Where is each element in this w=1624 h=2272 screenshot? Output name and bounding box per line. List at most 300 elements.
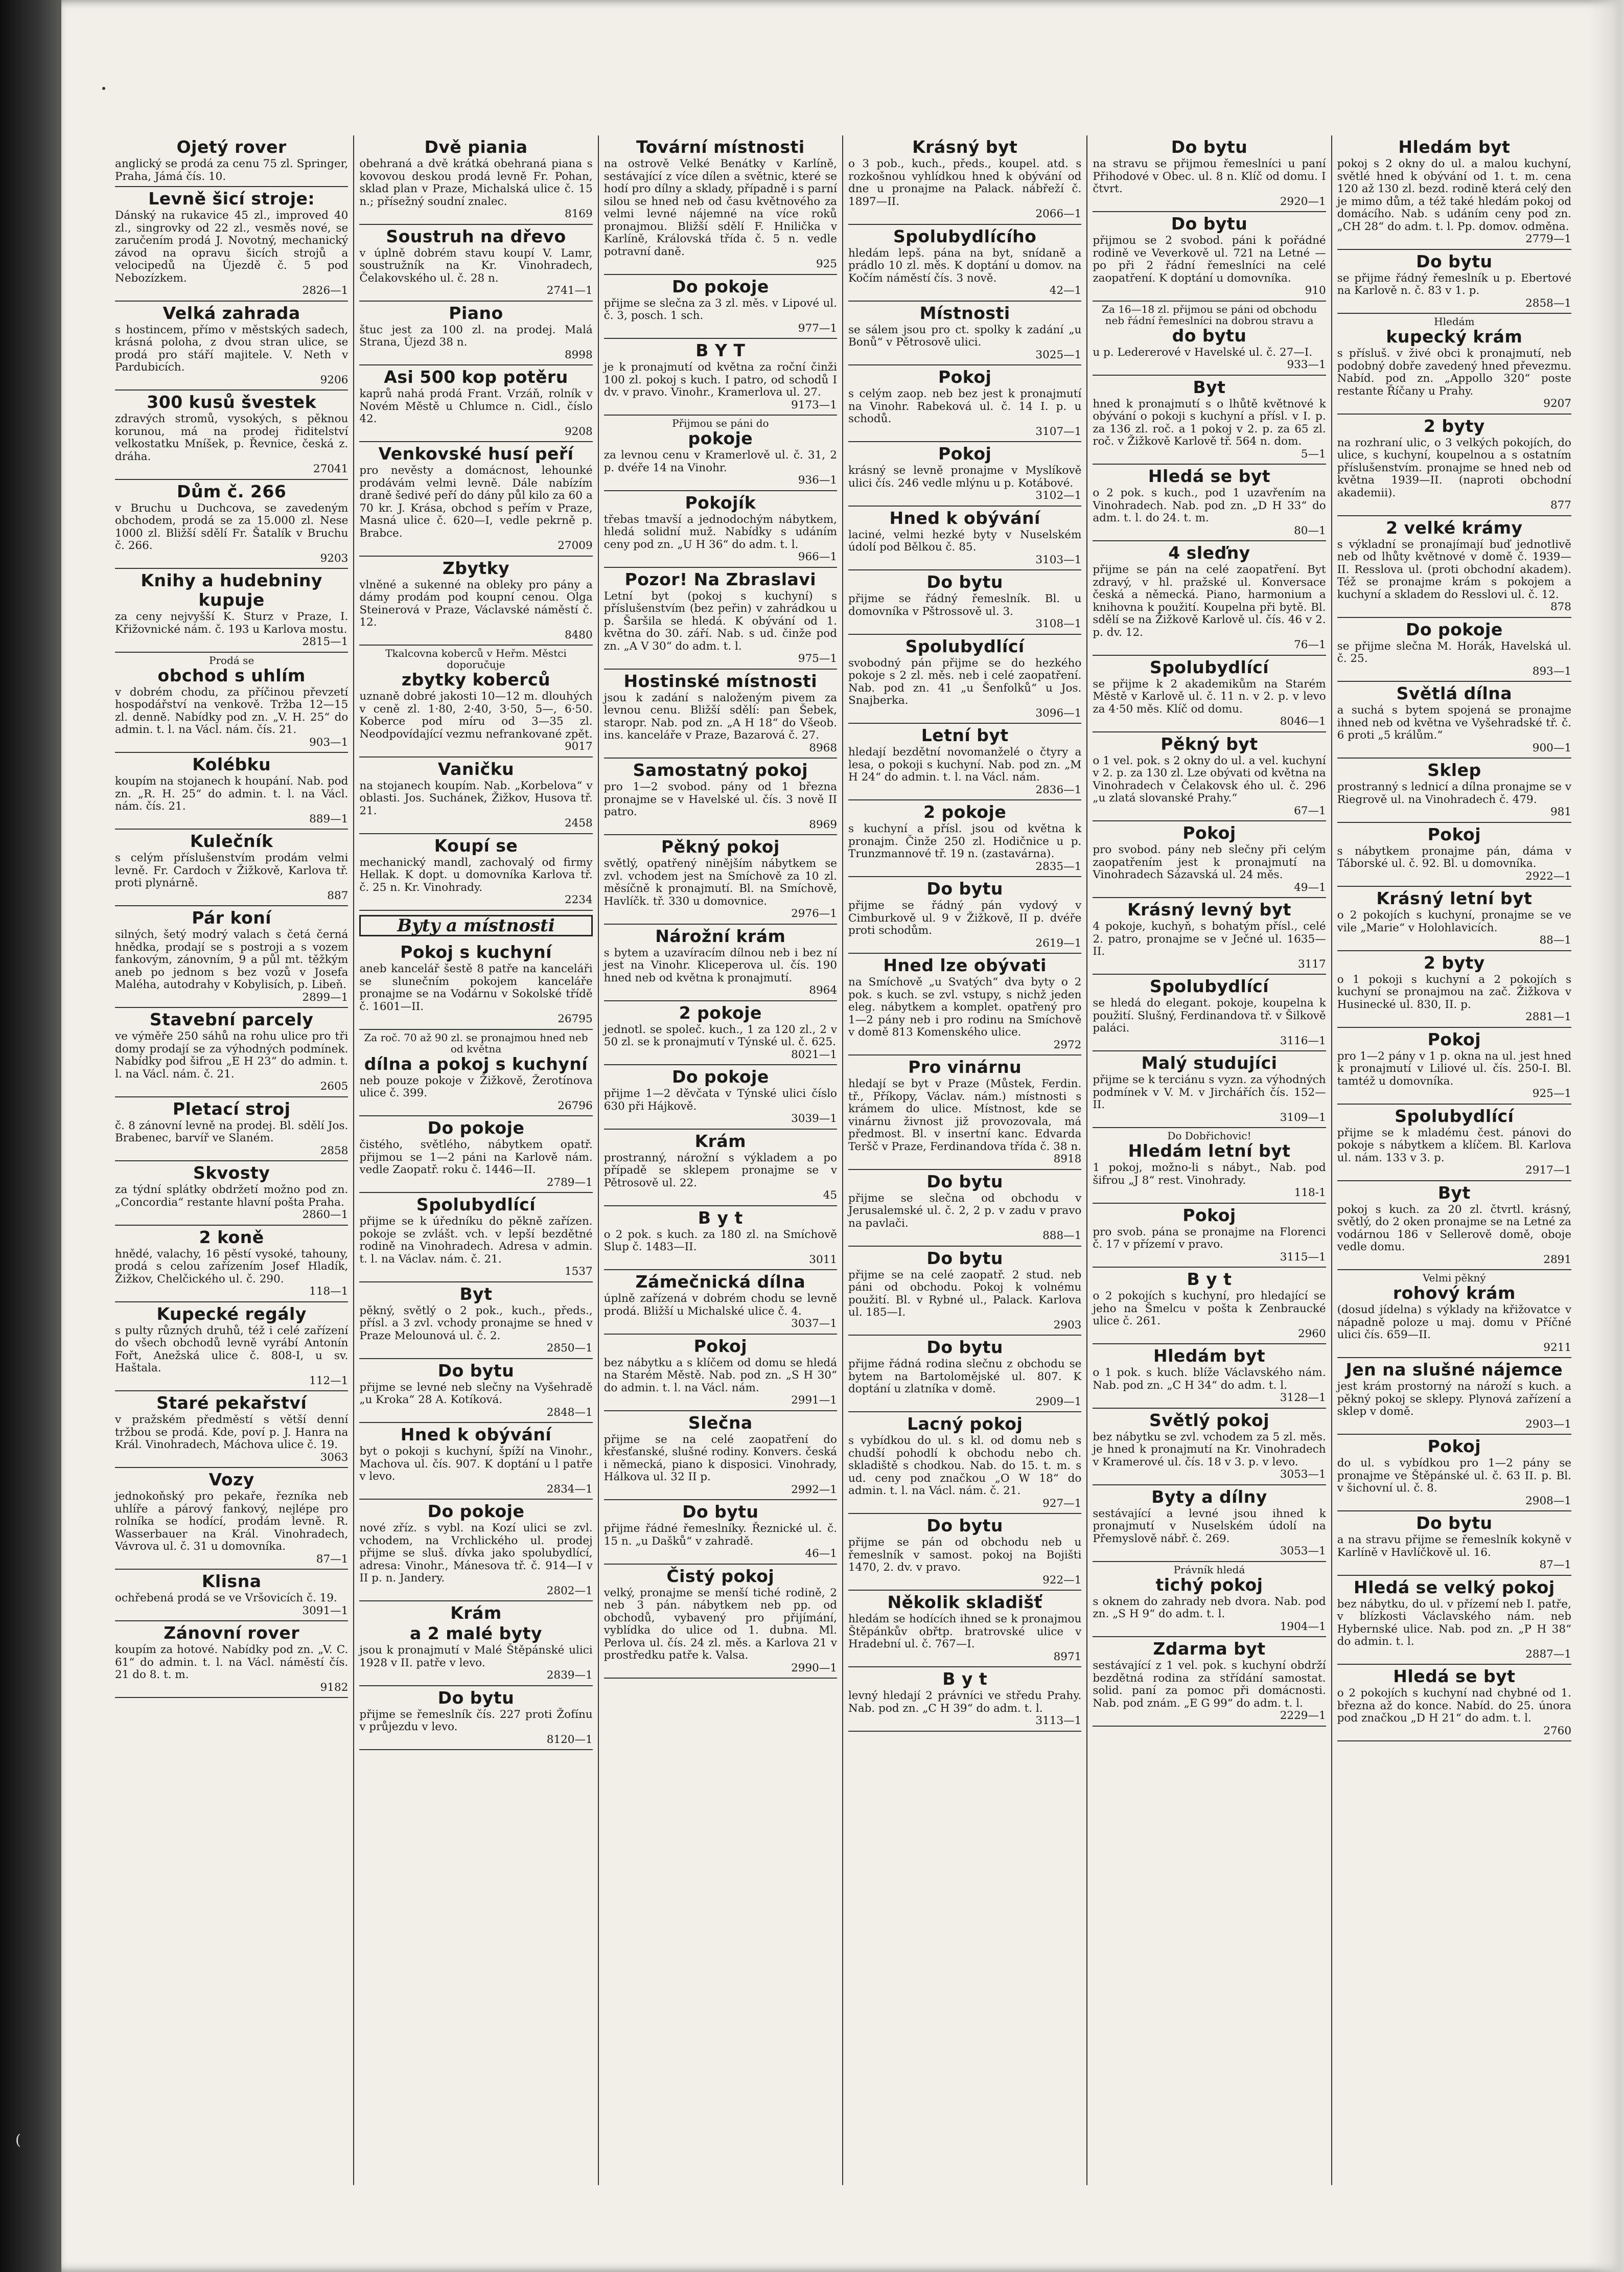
ad-code: 8169 — [564, 208, 593, 220]
ad-headline: Byt — [1437, 1182, 1471, 1203]
ad-code: 2741—1 — [546, 284, 593, 297]
ad-headline: Do bytu — [1171, 214, 1248, 234]
ad-body: levný hledají 2 právníci ve středu Prahy. Nab. pod zn. „C H 39“ do adm. t. l. — [848, 1689, 1082, 1715]
ad-body: ochřebená prodá se ve Vršovicích č. 19. — [115, 1592, 337, 1604]
classified-ad — [604, 135, 837, 275]
ad-code: 2066—1 — [1035, 208, 1082, 220]
classified-ad — [359, 1601, 592, 1686]
classified-ad — [115, 1621, 348, 1698]
ad-intro: Do Dobřichovic! — [1167, 1130, 1251, 1142]
classified-ad — [115, 1468, 348, 1570]
ad-headline: Jen na slušné nájemce — [1345, 1360, 1563, 1380]
ad-body: svobodný pán přijme se do hezkého pokoje s 2 zl. měs. neb i celé zaopatření. Nab. pod zn. 41 „u Šenfolků“ u Jos. Snajberka. — [848, 656, 1082, 707]
ad-code: 2899—1 — [302, 991, 349, 1004]
classified-ad — [1337, 1270, 1571, 1358]
classified-ad — [848, 1247, 1081, 1336]
ad-body: s výkladní se pronajímají buď jednotlivě neb od lhůty květnové v domě č. 1939—II. Resslova ul. (proti obchodní akadem). Též se pronajme krám s pokojem a kuchyní a skladem do Resslovi ul. č. 12. — [1337, 538, 1571, 601]
ad-headline: Do bytu — [437, 1360, 515, 1381]
ad-code: 2976—1 — [791, 907, 837, 920]
classified-ad — [1093, 1562, 1326, 1638]
classified-ad — [604, 275, 837, 339]
ad-code: 9208 — [564, 425, 593, 438]
ad-body: s kuchyní a přísl. jsou od května k pronajm. Činže 250 zl. Hodičnice u p. Trunzmannové tř. 19 n. (zastavárna). — [848, 822, 1082, 860]
ad-code: 933—1 — [1287, 358, 1326, 371]
ad-code: 925—1 — [1532, 1087, 1571, 1100]
ad-code: 2972 — [1053, 1038, 1082, 1051]
classified-ad — [115, 753, 348, 830]
ad-body: hledají bezdětní novomanželé o čtyry a lesa, o pokoji s kuchyní. Nab. pod zn. „M H 24“ do admin. t. l. na Václ. nám. — [848, 746, 1082, 784]
classified-ad — [1093, 302, 1326, 376]
ad-headline: Slečna — [688, 1412, 753, 1433]
ad-headline: Pěkný byt — [1161, 733, 1258, 754]
classified-ad — [115, 1226, 348, 1302]
ad-headline: Hledám letní byt — [1128, 1141, 1291, 1161]
ad-body: s pulty různých druhů, též i celé zařízení do všech obchodů levně vyrábí Antonín Fořt, Anežská ulice č. 808-I, u sv. Haštala. — [115, 1324, 349, 1374]
classified-ad — [1093, 135, 1326, 212]
classified-ad — [1093, 465, 1326, 541]
classified-ad — [1337, 314, 1571, 415]
ad-code: 2887—1 — [1525, 1647, 1571, 1661]
ad-headline: 300 kusů švestek — [147, 392, 317, 412]
classified-ad — [848, 724, 1081, 800]
ad-body: přijme se řádný pán vydový v Cimburkově ul. 9 v Žižkově, II p. dvéře proti schodům. — [848, 899, 1082, 937]
ad-headline: Kupecké regály — [156, 1303, 307, 1324]
ad-headline: do bytu — [1172, 325, 1247, 346]
classified-ad — [115, 830, 348, 906]
ad-code: 88—1 — [1539, 934, 1571, 947]
ad-headline: Místnosti — [919, 303, 1010, 323]
ad-body: na rozhraní ulic, o 3 velkých pokojích, do ulice, s kuchyní, koupelnou a s ostatním příslušenstvím. pronajme se hned neb od května 1939—II. (naproti obchodní akademii). — [1337, 436, 1571, 499]
ad-body: zdravých stromů, vysokých, s pěknou korunou, má na prodej řiditelství velkostatku Mníšek, p. Řevnice, česká z. dráha. — [115, 412, 349, 463]
classified-ad — [359, 1686, 592, 1751]
ad-body: se přijme k 2 akademikům na Starém Městě v Karlově ul. č. 11 n. v 2. p. v levo za 4·50 měs. Klíč od domu. — [1093, 677, 1326, 716]
ad-headline: Byt — [459, 1283, 493, 1304]
ad-intro: Hledám — [1434, 315, 1475, 328]
ad-code: 877 — [1550, 499, 1571, 512]
ad-body: za týdní splátky obdržetí možno pod zn. „Concordia“ restante hlavní pošta Praha. — [115, 1183, 349, 1209]
classified-ad — [1093, 1204, 1326, 1268]
ad-body: a suchá s bytem spojená se pronajme ihned neb od května ve Vyšehradské tř. č. 6 proti „5 králům.“ — [1337, 704, 1571, 742]
ad-body: pro 1—2 pány v 1 p. okna na ul. jest hned k pronajmutí v Liliové ul. čís. 250-I. Bl. tamtéž u domovníka. — [1337, 1049, 1571, 1088]
ad-code: 1537 — [564, 1265, 593, 1278]
classified-ad — [604, 1565, 837, 1679]
classified-ad — [359, 365, 592, 442]
ad-headline: 4 sleďny — [1168, 543, 1250, 563]
ad-headline: Pokoj s kuchyní — [400, 942, 552, 962]
book-gutter — [0, 0, 61, 2272]
ad-body: o 2 pokojích s kuchyní, pro hledající se jeho na Šmelcu v pošta k Zenbraucké ulice č. 261. — [1093, 1290, 1326, 1327]
ad-code: 118-1 — [1294, 1186, 1326, 1199]
ad-headline: Spolubydlící — [1149, 976, 1269, 996]
ad-headline: 2 byty — [1423, 952, 1485, 973]
classified-ad — [1337, 1181, 1571, 1271]
ad-code: 9182 — [320, 1681, 349, 1694]
ad-body: o 2 pokojích s kuchyní nad chybné od 1. března až do konce. Nabíd. do 25. února pod značkou „D H 21“ do adm. t. l. — [1337, 1687, 1571, 1725]
ad-body: o 1 vel. pok. s 2 okny do ul. a vel. kuchyní v 2. p. za 130 zl. Lze obývati od května na Vinohradech v Čelakovsk ého ul. č. 296 „u zlatá slovanské Prahy.“ — [1093, 754, 1326, 805]
ad-body: pokoj s kuch. za 20 zl. čtvrtl. krásný, světlý, do 2 oken pronajme se na Letné za vodárnou 186 v Sellerově domě, oboje vedle domu. — [1337, 1203, 1571, 1253]
ad-body: přijme řádné řemeslníky. Řeznické ul. č. 15 n. „u Dašků“ v zahradě. — [604, 1522, 837, 1548]
ad-headline: tichý pokoj — [1155, 1574, 1263, 1595]
ad-code: 1904—1 — [1280, 1620, 1326, 1633]
ad-body: s oknem do zahrady neb dvora. Nab. pod zn. „S H 9“ do adm. t. l. — [1093, 1595, 1326, 1620]
classified-ad — [115, 1302, 348, 1392]
ad-code: 27009 — [558, 539, 593, 552]
classified-ad — [359, 1423, 592, 1500]
ad-code: 2992—1 — [791, 1483, 837, 1496]
ad-body: o 2 pok. s kuch. za 180 zl. na Smíchově Slup č. 1483—II. — [604, 1228, 837, 1253]
ad-headline: Pokoj — [1182, 823, 1236, 843]
ad-headline: Stavební parcely — [149, 1009, 314, 1029]
ad-headline: 2 pokoje — [679, 1002, 762, 1023]
ad-headline: Několik skladišť — [887, 1592, 1042, 1612]
ad-body: přijme se slečna od obchodu v Jerusalemské ul. č. 2, 2 p. v zadu v pravo na pavlači. — [848, 1191, 1082, 1230]
ad-code: 45 — [823, 1189, 837, 1202]
ad-body: na ostrově Velké Benátky v Karlíně, sestávající z více dílen a světnic, které se hodí pro dílny a sklady, případně i s parní silou se hned neb od času květnového za velmi levné nájemné na více roků pronajmou. Bližší sdělí F. Hnilička v Karlíně, Královská třída č. 5 n. vedle potravní daně. — [604, 157, 837, 258]
classified-ad — [1337, 951, 1571, 1028]
ad-headline-2: a 2 malé byty — [410, 1623, 542, 1643]
classified-ad — [1337, 682, 1571, 759]
ad-body: o 2 pok. s kuch., pod 1 uzavřením na Vinohradech. Nab. pod zn. „D H 33“ do adm. t. l. do 24. t. m. — [1093, 487, 1326, 524]
ad-headline: Hned k obývání — [400, 1425, 552, 1444]
classified-ad — [1093, 1128, 1326, 1204]
classified-ad — [115, 1008, 348, 1097]
ad-headline: Byty a dílny — [1151, 1486, 1267, 1507]
ad-code: 67—1 — [1294, 804, 1326, 817]
classified-ad — [848, 507, 1081, 571]
ad-code: 2860—1 — [302, 1208, 349, 1221]
ad-body: a na stravu přijme se řemeslník kokyně v Karlíně v Havlíčkově ul. 16. — [1337, 1533, 1571, 1559]
ad-headline: Do bytu — [926, 572, 1003, 592]
classified-ad — [1337, 135, 1571, 250]
ad-body: úplně zařízená v dobrém chodu se levně prodá. Bližší u Michalské ulice č. 4. — [604, 1292, 837, 1318]
ad-body: jsou k pronajmutí v Malé Štěpánské ulici 1928 v II. patře v levo. — [359, 1644, 593, 1669]
ad-headline: Velká zahrada — [163, 303, 300, 323]
ad-code: 3063 — [320, 1451, 349, 1464]
ad-body: na stojanech koupím. Nab. „Korbelova“ v oblasti. Jos. Suchánek, Žižkov, Husova tř. 21. — [359, 779, 593, 817]
classified-ad — [1093, 1409, 1326, 1485]
ad-headline: Do bytu — [1171, 137, 1248, 157]
ad-headline: Do bytu — [682, 1502, 759, 1522]
ad-body: přijme se levné neb slečny na Vyšehradě „u Kroka“ 28 A. Kotíková. — [359, 1381, 593, 1406]
ad-body: anglický se prodá za cenu 75 zl. Springer, Praha, Jámá čís. 10. — [115, 157, 349, 183]
section-heading: Byty a místnosti — [359, 915, 592, 937]
ad-code: 3116—1 — [1280, 1034, 1326, 1047]
ad-headline: B Y T — [695, 340, 746, 360]
classified-ad — [359, 940, 592, 1030]
ad-code: 977—1 — [798, 322, 837, 335]
ad-code: 2858 — [320, 1144, 349, 1157]
ad-body: v úplně dobrém stavu koupí V. Lamr, soustružník na Kr. Vinohradech, Čelakovského ul. č. 28 n. — [359, 246, 593, 285]
ad-headline: Pokoj — [1427, 1029, 1481, 1049]
ad-code: 2836—1 — [1035, 783, 1082, 796]
ad-code: 3128—1 — [1280, 1391, 1326, 1404]
classified-ad — [604, 1130, 837, 1206]
ad-body: přijme se pán od obchodu neb u řemeslník v samost. pokoj na Bojišti 1470, 2. dv. v pravo. — [848, 1536, 1082, 1574]
ad-code: 8998 — [564, 348, 593, 361]
classified-ad — [1337, 516, 1571, 618]
ad-code: 2826—1 — [302, 284, 349, 297]
ad-code: 2848—1 — [546, 1406, 593, 1419]
ad-headline: Hned lze obývati — [883, 955, 1047, 975]
ad-intro: Prodá se — [209, 654, 254, 667]
ad-headline: Pokoj — [693, 1336, 748, 1356]
ad-body: pěkný, světlý o 2 pok., kuch., předs., přísl. a 3 zvl. vchody pronajme se hned v Praze Melounová ul. č. 2. — [359, 1304, 593, 1342]
ad-body: bez nábytku a s klíčem od domu se hledá na Starém Městě. Nab. pod zn. „S H 30“ do admin. t. l. na Václ. nám. — [604, 1356, 837, 1394]
ad-code: 2605 — [320, 1080, 349, 1093]
classified-ad — [848, 1170, 1081, 1247]
ad-headline: Vaničku — [437, 759, 515, 779]
ad-code: 3053—1 — [1280, 1545, 1326, 1557]
ad-code: 2234 — [564, 893, 593, 906]
ad-headline: Soustruh na dřevo — [386, 226, 566, 246]
ad-body: přijme se slečna za 3 zl. měs. v Lipové ul. č. 3, posch. 1 sch. — [604, 296, 837, 322]
ad-headline: Spolubydlící — [1149, 657, 1269, 677]
ad-headline: Pro vinárnu — [908, 1057, 1022, 1077]
classified-ad — [359, 135, 592, 225]
column-1 — [110, 135, 354, 2185]
ad-intro: Velmi pěkný — [1423, 1272, 1486, 1284]
ad-headline: Kulečník — [190, 831, 273, 851]
ad-body: za ceny nejvyšší K. Sturz v Praze, I. Křižovnické nám. č. 193 u Karlova mostu. — [115, 610, 349, 636]
ad-code: 8046—1 — [1280, 715, 1326, 728]
ad-code: 3025—1 — [1035, 348, 1082, 361]
ad-headline: Klisna — [201, 1571, 262, 1591]
ad-code: 925 — [816, 258, 837, 270]
ad-code: 9207 — [1543, 397, 1571, 410]
classified-ad — [848, 1514, 1081, 1591]
ad-headline: Hostinské místnosti — [623, 671, 818, 691]
ad-code: 2229—1 — [1280, 1709, 1326, 1722]
ad-code: 8480 — [564, 628, 593, 641]
classified-ad — [604, 759, 837, 835]
ad-headline: Malý studujíci — [1141, 1053, 1278, 1073]
ad-body: přijme se na celé zaopatř. 2 stud. neb páni od obchodu. Pokoj k volnému použití. Bl. v Rybné ul., Palack. Karlova ul. 185—I. — [848, 1268, 1082, 1319]
classified-ad — [1337, 250, 1571, 314]
classified-ad — [1337, 887, 1571, 951]
ad-body: s hostincem, přímo v městských sadech, krásná poloha, z dvou stran ulice, se prodá pro stáří majitele. V. Neth v Pardubicích. — [115, 323, 349, 374]
ad-headline: Lacný pokoj — [907, 1414, 1023, 1434]
ad-headline: Do bytu — [926, 879, 1003, 899]
ad-code: 900—1 — [1532, 741, 1571, 754]
ad-body: aneb kancelář šestě 8 patře na kanceláři se slunečním pokojem kanceláře pronajme se na Vodárnu v Sokolské třídě č. 1601—II. — [359, 962, 593, 1013]
ad-code: 3107—1 — [1035, 425, 1082, 438]
ad-body: přijme se k úředníku do pěkně zařízen. pokoje se zvlášt. vch. v lepší bezdětné rodině na Vinohradech. Adresa v admin. t. l. na Václav. nám. č. 21. — [359, 1215, 593, 1266]
ad-code: 80—1 — [1294, 524, 1326, 537]
classified-ad — [115, 1097, 348, 1162]
classified-ad — [359, 1500, 592, 1601]
ad-code: 8968 — [809, 741, 837, 754]
ad-headline: Světlý pokoj — [1149, 1410, 1270, 1430]
classified-ad — [359, 302, 592, 366]
ad-code: 2991—1 — [791, 1394, 837, 1407]
ad-headline: Krásný letní byt — [1376, 888, 1533, 908]
ad-headline: Skvosty — [193, 1163, 270, 1183]
classified-ad — [1337, 823, 1571, 887]
column-4 — [843, 135, 1087, 2185]
ad-headline: B y t — [942, 1669, 988, 1689]
ad-body: se hledá do elegant. pokoje, koupelna k použití. Slušný, Ferdinandova tř. v Šilkově paláci. — [1093, 997, 1326, 1035]
ad-code: 8021—1 — [791, 1048, 837, 1061]
ad-body: přijme se pán na celé zaopatření. Byt zdravý, v hl. pražské ul. Konversace česká a německá. Piano, harmonium a knihovna k použití. Koupelna při bytě. Bl. sdělí se na Žižkově Karlově ul. čís. 46 v 2. p. dv. 12. — [1093, 563, 1326, 639]
ad-code: 26795 — [558, 1013, 593, 1025]
ad-headline: zbytky koberců — [401, 670, 551, 690]
ad-code: 27041 — [313, 463, 349, 475]
classified-ad — [1093, 975, 1326, 1051]
ad-body: čistého, světlého, nábytkem opatř. přijmou se 1—2 páni na Karlově nám. vedle Zaopatř. roku č. 1446—II. — [359, 1138, 593, 1176]
ad-code: 2908—1 — [1525, 1494, 1571, 1507]
ad-body: sestávající a levné jsou ihned k pronajmutí v Nuselském údolí na Přemyslově nábř. č. 269. — [1093, 1507, 1326, 1545]
classified-ad — [848, 135, 1081, 225]
classified-ad — [1337, 1105, 1571, 1181]
classified-ad — [115, 1570, 348, 1621]
ad-headline: Pletací stroj — [172, 1098, 291, 1119]
ad-body: byt o pokoji s kuchyní, špíží na Vinohr., Machova ul. čís. 907. K doptání u l patře v levo. — [359, 1445, 593, 1483]
classified-columns — [110, 135, 1576, 2185]
classified-ad — [1093, 898, 1326, 975]
classified-ad — [604, 1335, 837, 1411]
ad-headline: Koupí se — [434, 835, 518, 856]
ad-code: 8964 — [809, 984, 837, 997]
ad-body: za levnou cenu v Kramerlově ul. č. 31, 2 p. dvéře 14 na Vinohr. — [604, 449, 837, 474]
ad-code: 8969 — [809, 818, 837, 831]
ad-body: 1 pokoj, možno-li s nábyt., Nab. pod šifrou „J 8“ rest. Vinohrady. — [1093, 1161, 1326, 1187]
classified-ad — [848, 1412, 1081, 1514]
ad-headline: Do bytu — [437, 1687, 515, 1708]
ad-code: 8918 — [1053, 1153, 1082, 1165]
classified-ad — [115, 391, 348, 480]
ad-headline: Zámečnická dílna — [635, 1272, 806, 1292]
classified-ad — [359, 1359, 592, 1424]
ad-code: 26796 — [558, 1099, 593, 1112]
ad-code: 3037—1 — [791, 1317, 837, 1330]
classified-ad — [115, 480, 348, 569]
ad-headline: Spolubydlící — [905, 636, 1025, 656]
classified-ad — [848, 1336, 1081, 1412]
ad-code: 910 — [1305, 284, 1326, 297]
classified-ad — [1093, 1051, 1326, 1128]
ad-headline: Do bytu — [926, 1248, 1003, 1268]
ad-body: pro svob. pána se pronajme na Florenci č. 17 v přízemí v pravo. — [1093, 1225, 1326, 1251]
ad-headline: Samostatný pokoj — [633, 760, 808, 780]
ad-code: 8120—1 — [546, 1733, 593, 1746]
ad-code: 888—1 — [1042, 1229, 1082, 1242]
ad-headline: Čistý pokoj — [666, 1566, 775, 1586]
ad-code: 878 — [1550, 601, 1571, 613]
ad-code: 9017 — [564, 740, 593, 753]
ad-body: s vybídkou do ul. s kl. od domu neb s chudší pohodlí k obchodu nebo ch. skladiště s chodkou. Nab. do 15. t. m. s ud. ceny pod značkou „O W 18“ do admin. t. l. na Václ. nám. č. 21. — [848, 1434, 1082, 1497]
classified-ad — [115, 906, 348, 1008]
ad-headline: Do bytu — [1416, 1513, 1493, 1533]
ad-code: 889—1 — [309, 812, 349, 825]
ad-headline: Hledám byt — [1153, 1346, 1265, 1366]
ad-body: přijme se k mladému čest. pánovi do pokoje s nábytkem a klíčem. Bl. Karlova ul. nám. 133 v 3. p. — [1337, 1126, 1571, 1164]
ad-code: 3102—1 — [1035, 489, 1082, 502]
ad-code: 76—1 — [1294, 638, 1326, 651]
ad-code: 2960 — [1297, 1327, 1326, 1340]
ad-body: v dobrém chodu, za příčinou převzetí hospodářství na venkově. Tržba 12—15 zl. denně. Nabídky pod zn. „V. H. 25“ do admin. t. l. na Václ. nám. čís. 21. — [115, 685, 349, 736]
ad-headline: B y t — [698, 1207, 743, 1228]
ad-headline: Levně šicí stroje: — [148, 189, 315, 209]
ad-headline: Pokoj — [1427, 1436, 1481, 1456]
ad-body: pro nevěsty a domácnost, lehounké prodávám velmi levně. Dále nabízím draně šedivé peří do dány půl kilo za 60 a 70 kr. J. Krása, obchod s peřím v Praze, Masná ulice č. 620—I, vedle pekrně p. Brabce. — [359, 464, 593, 540]
ad-body: laciné, velmi hezké byty v Nuselském údolí pod Bělkou č. 85. — [848, 528, 1082, 554]
classified-ad — [359, 758, 592, 834]
ad-headline: Do bytu — [926, 1516, 1003, 1535]
ad-headline: Spolubydlícího — [893, 226, 1037, 246]
ad-headline: Krásný levný byt — [1127, 900, 1291, 920]
ad-code: 112—1 — [309, 1374, 349, 1387]
ad-code: 2835—1 — [1035, 860, 1082, 873]
ad-code: 2850—1 — [546, 1342, 593, 1355]
ad-headline: 2 byty — [1423, 416, 1485, 436]
ad-headline: Pěkný pokoj — [661, 837, 780, 857]
ad-body: silných, šetý modrý valach s četá černá hnědka, prodají se s postroji a s vozem fankovým, zánovním, 9 a půl mt. těžkým aneb po jednom s bez vozů v Josefa Maléha, autodrahy v Kobylisích, p. Libeň. — [115, 928, 349, 991]
classified-ad — [359, 1030, 592, 1117]
ad-body: přijmou se 2 svobod. páni k pořádné rodině ve Veverkově ul. 721 na Letné — po při 2 řádní řemeslníci na celé zaopatření. K doptání u domovníka. — [1093, 234, 1326, 285]
classified-ad — [359, 557, 592, 646]
ad-headline: Dům č. 266 — [177, 481, 287, 501]
ad-body: koupím na stojanech k houpání. Nab. pod zn. „R. H. 25“ do admin. t. l. na Václ. nám. čís. 21. — [115, 775, 349, 813]
ad-body: hledám se hodících ihned se k pronajmou Štěpánkův obřtp. bratrovské ulice v Hradební ul. č. 767—I. — [848, 1613, 1082, 1650]
classified-ad — [359, 1193, 592, 1282]
ad-code: 2922—1 — [1525, 869, 1571, 883]
ad-code: 2920—1 — [1280, 195, 1326, 208]
classified-ad — [848, 877, 1081, 954]
ad-headline: Spolubydlící — [1395, 1106, 1514, 1126]
ad-code: 2839—1 — [546, 1669, 593, 1682]
ad-code: 2909—1 — [1035, 1395, 1082, 1408]
ad-code: 3096—1 — [1035, 706, 1082, 720]
classified-ad — [115, 302, 348, 391]
column-3 — [599, 135, 843, 2185]
classified-ad — [604, 1206, 837, 1271]
page-edge — [1588, 0, 1624, 2272]
ad-body: Letní byt (pokoj s kuchyní) s příslušenstvím (bez peřin) v zahrádkou u p. Šaršila se hledá. K obývání od 1. května do 30. září. Nab. s ud. činže pod zn. „A V 30“ do adm. t. l. — [604, 589, 837, 653]
ad-intro: Za 16—18 zl. přijmou se páni od obchodu neb řádní řemeslníci na dobrou stravu a — [1102, 303, 1317, 327]
classified-ad — [848, 800, 1081, 877]
ad-headline: Krám — [694, 1131, 747, 1151]
classified-ad — [604, 1411, 837, 1501]
ad-body: neb pouze pokoje v Žižkově, Žerotínova ulice č. 399. — [359, 1074, 593, 1099]
ad-body: přijme 1—2 děvčata v Týnské ulici číslo 630 při Hájkově. — [604, 1087, 837, 1113]
margin-mark: ( — [15, 2131, 21, 2148]
ad-body: 4 pokoje, kuchyň, s bohatým přísl., celé 2. patro, pronajme se v Ječné ul. 1635—II. — [1093, 920, 1326, 958]
ad-body: koupím za hotové. Nabídky pod zn. „V. C. 61“ do admin. t. l. na Václ. náměstí čís. 21 do 8. t. m. — [115, 1643, 349, 1681]
ad-body: jest krám prostorný na nároží s kuch. a pěkný pokoj se sklepy. Plynová zařízení a sklep v domě. — [1337, 1380, 1571, 1418]
ad-body: bez nábytku se zvl. vchodem za 5 zl. měs. je hned k pronajmutí na Kr. Vinohradech v Kramerové ul. čís. 18 v 3. p. v levo. — [1093, 1430, 1326, 1468]
ad-code: 3117 — [1297, 957, 1326, 971]
ad-body: velký, pronajme se menší tiché rodině, 2 neb 3 pán. nábytkem neb pp. od obchodů, vybavený pro přijímání, vyblídka do ulice od 1. dubna. Ml. Perlova ul. čís. 24 zl. měs. a Karlova 21 v prostředku patře k. Valsa. — [604, 1586, 837, 1662]
ad-body: o 1 pokoji s kuchyní a 2 pokojích s kuchyní se pronajmou na zač. Žižkova v Husinecké ul. 830, II. p. — [1337, 973, 1571, 1011]
ad-code: 2802—1 — [546, 1584, 593, 1597]
classified-ad — [115, 135, 348, 187]
ad-headline: Do pokoje — [1405, 619, 1503, 639]
ad-headline: Pokojík — [685, 492, 756, 513]
classified-ad — [848, 635, 1081, 724]
classified-ad — [1093, 376, 1326, 465]
ad-headline: Do pokoje — [671, 276, 769, 296]
ad-body: v Bruchu u Duchcova, se zavedeným obchodem, prodá se za 15.000 zl. Nese 1000 zl. Bližší sdělí Fr. Šatalík v Bruchu č. 266. — [115, 501, 349, 552]
ad-headline: Byt — [1193, 377, 1226, 397]
ad-headline: Vozy — [208, 1470, 254, 1489]
classified-ad — [848, 1591, 1081, 1667]
ad-code: 2990—1 — [791, 1661, 837, 1674]
ad-code: 2891 — [1543, 1253, 1571, 1266]
ad-code: 2917—1 — [1525, 1164, 1571, 1177]
classified-ad — [1337, 618, 1571, 682]
ad-headline: Krásný byt — [912, 137, 1018, 157]
ad-body: pro svobod. pány neb slečny při celým zaopatřením jest k pronajmutí na Vinohradech Sázavská ul. 24 měs. — [1093, 843, 1326, 881]
